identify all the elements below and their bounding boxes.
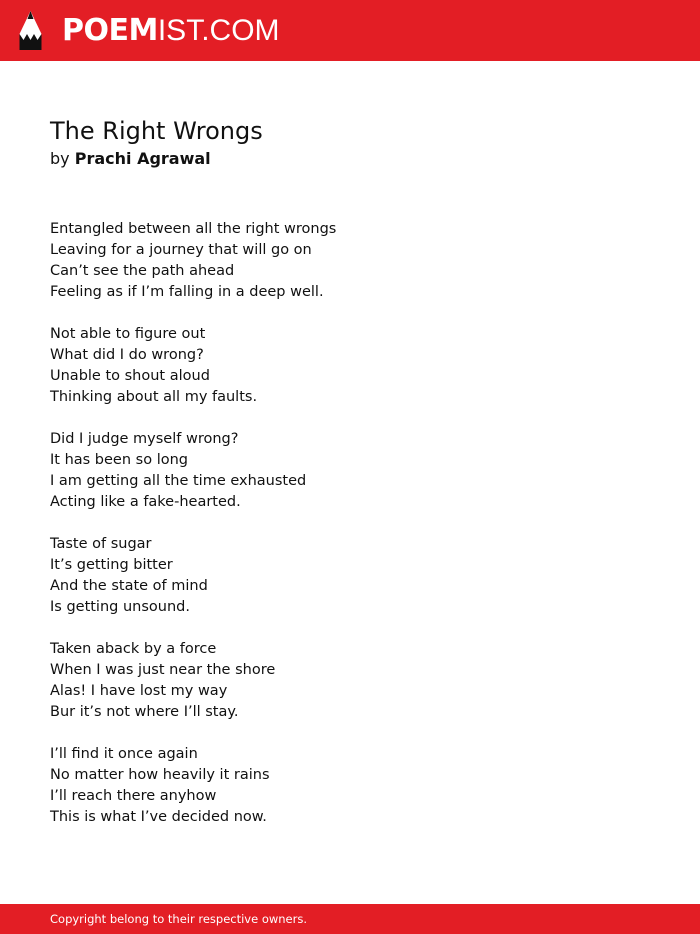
poem-line: Feeling as if I’m falling in a deep well. — [50, 284, 324, 300]
poem-line: Did I judge myself wrong? — [50, 431, 239, 447]
logo-text-bold: POEM — [62, 13, 158, 48]
poem-line: Can’t see the path ahead — [50, 263, 235, 279]
byline — [50, 149, 211, 169]
poem-line: No matter how heavily it rains — [50, 767, 270, 783]
stanza — [50, 324, 650, 408]
poem-body — [50, 219, 650, 849]
poem-line: Entangled between all the right wrongs — [50, 221, 337, 237]
by-label: by — [50, 149, 70, 168]
poem-title: The Right Wrongs — [50, 117, 263, 145]
poem-line: Leaving for a journey that will go on — [50, 242, 312, 258]
poem-line: Taken aback by a force — [50, 641, 217, 657]
poem-line: Alas! I have lost my way — [50, 683, 228, 699]
poem-line: Unable to shout aloud — [50, 368, 210, 384]
stanza — [50, 639, 650, 723]
poem-line: Taste of sugar — [50, 536, 152, 552]
poem-line: Is getting unsound. — [50, 599, 190, 615]
poem-line: And the state of mind — [50, 578, 208, 594]
poem-line: Thinking about all my faults. — [50, 389, 258, 405]
poem-line: What did I do wrong? — [50, 347, 204, 363]
poem-line: I’ll reach there anyhow — [50, 788, 217, 804]
stanza — [50, 429, 650, 513]
logo-text-light: IST.COM — [157, 14, 280, 47]
stanza — [50, 534, 650, 618]
poem-line: Not able to figure out — [50, 326, 206, 342]
poem-line: It has been so long — [50, 452, 188, 468]
poem-line: It’s getting bitter — [50, 557, 173, 573]
poem-line: This is what I’ve decided now. — [50, 809, 267, 825]
pencil-tip-icon — [18, 10, 43, 51]
poem-line: Bur it’s not where I’ll stay. — [50, 704, 239, 720]
site-header — [0, 0, 700, 61]
poem-line: I am getting all the time exhausted — [50, 473, 307, 489]
site-logo[interactable] — [62, 13, 280, 49]
copyright-text: Copyright belong to their respective owners. — [50, 912, 308, 926]
author-name: Prachi Agrawal — [74, 149, 211, 168]
poem-line: Acting like a fake-hearted. — [50, 494, 241, 510]
poem-line: When I was just near the shore — [50, 662, 276, 678]
stanza — [50, 219, 650, 303]
stanza — [50, 744, 650, 828]
site-footer — [0, 904, 700, 934]
poem-line: I’ll find it once again — [50, 746, 198, 762]
